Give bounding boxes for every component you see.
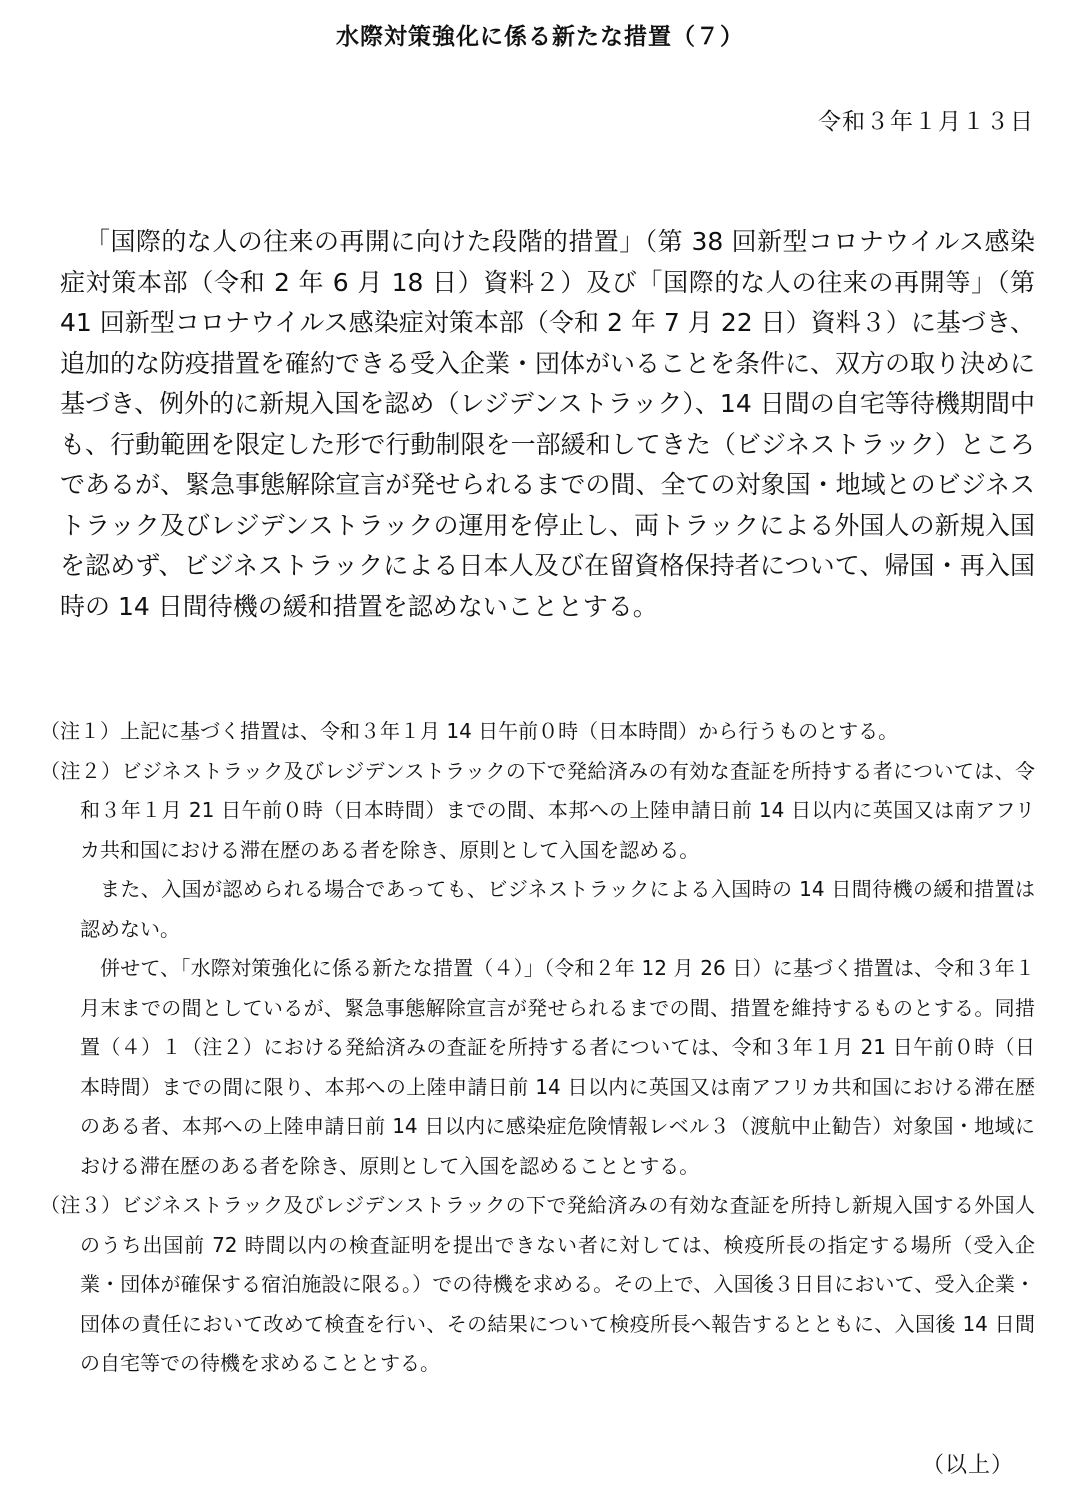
document-title: 水際対策強化に係る新たな措置（７） (336, 24, 744, 50)
note-2 (40, 752, 1035, 871)
note-2-paragraph-2: また、入国が認められる場合であっても、ビジネストラックによる入国時の 14 日間待機の緩和措置は認めない。 (80, 877, 1035, 941)
note-3 (40, 1186, 1035, 1384)
note-2-label: （注２） (40, 758, 122, 783)
document-date: 令和３年１月１３日 (818, 109, 1034, 135)
note-2-paragraph-3: 併せて、「水際対策強化に係る新たな措置（４）」（令和２年 12 月 26 日）に基づく措置は、令和３年１月末までの間としているが、緊急事態解除宣言が発せられるまでの間、措置を維持するものとする。同措置（４）１（注２）における発給済みの査証を所持する者については、令和３年１月 21 日午前０時（日本時間）までの間に限り、本邦への上陸申請日前 14 日以内に英国又は南アフリカ共和国における滞在歴のある者、本邦への上陸申請日前 14 日以内に感染症危険情報レベル３（渡航中止勧告）対象国・地域における滞在歴のある者を除き、原則として入国を認めることとする。 (80, 956, 1035, 1178)
note-1-text: 上記に基づく措置は、令和３年１月 14 日午前０時（日本時間）から行うものとする。 (120, 719, 899, 743)
note-1 (40, 712, 1035, 752)
note-3-text: ビジネストラック及びレジデンストラックの下で発給済みの有効な査証を所持し新規入国する外国人のうち出国前 72 時間以内の検査証明を提出できない者に対しては、検疫所長の指定する場所（受入企業・団体が確保する宿泊施設に限る。）での待機を求める。その上で、入国後３日目において、受入企業・団体の責任において改めて検査を行い、その結果について検疫所長へ報告するとともに、入国後 14 日間の自宅等での待機を求めることとする。 (80, 1193, 1035, 1375)
notes-section (40, 712, 1035, 1384)
note-1-label: （注１） (40, 719, 120, 743)
note-2-text: ビジネストラック及びレジデンストラックの下で発給済みの有効な査証を所持する者については、令和３年１月 21 日午前０時（日本時間）までの間、本邦への上陸申請日前 14 日以内に英国又は南アフリカ共和国における滞在歴のある者を除き、原則として入国を認める。 (80, 758, 1036, 862)
main-paragraph: 「国際的な人の往来の再開に向けた段階的措置」（第 38 回新型コロナウイルス感染症対策本部（令和 2 年 6 月 18 日）資料２）及び「国際的な人の往来の再開等」（第 41 回新型コロナウイルス感染症対策本部（令和 2 年 7 月 22 日）資料３）に基づき、追加的な防疫措置を確約できる受入企業・団体がいることを条件に、双方の取り決めに基づき、例外的に新規入国を認め（レジデンストラック）、14 日間の自宅等待機期間中も、行動範囲を限定した形で行動制限を一部緩和してきた（ビジネストラック）ところであるが、緊急事態解除宣言が発せられるまでの間、全ての対象国・地域とのビジネストラック及びレジデンストラックの運用を停止し、両トラックによる外国人の新規入国を認めず、ビジネストラックによる日本人及び在留資格保持者について、帰国・再入国時の 14 日間待機の緩和措置を認めないこととする。 (60, 227, 1036, 621)
closing-mark: （以上） (921, 1453, 1014, 1478)
note-3-label: （注３） (40, 1193, 122, 1217)
